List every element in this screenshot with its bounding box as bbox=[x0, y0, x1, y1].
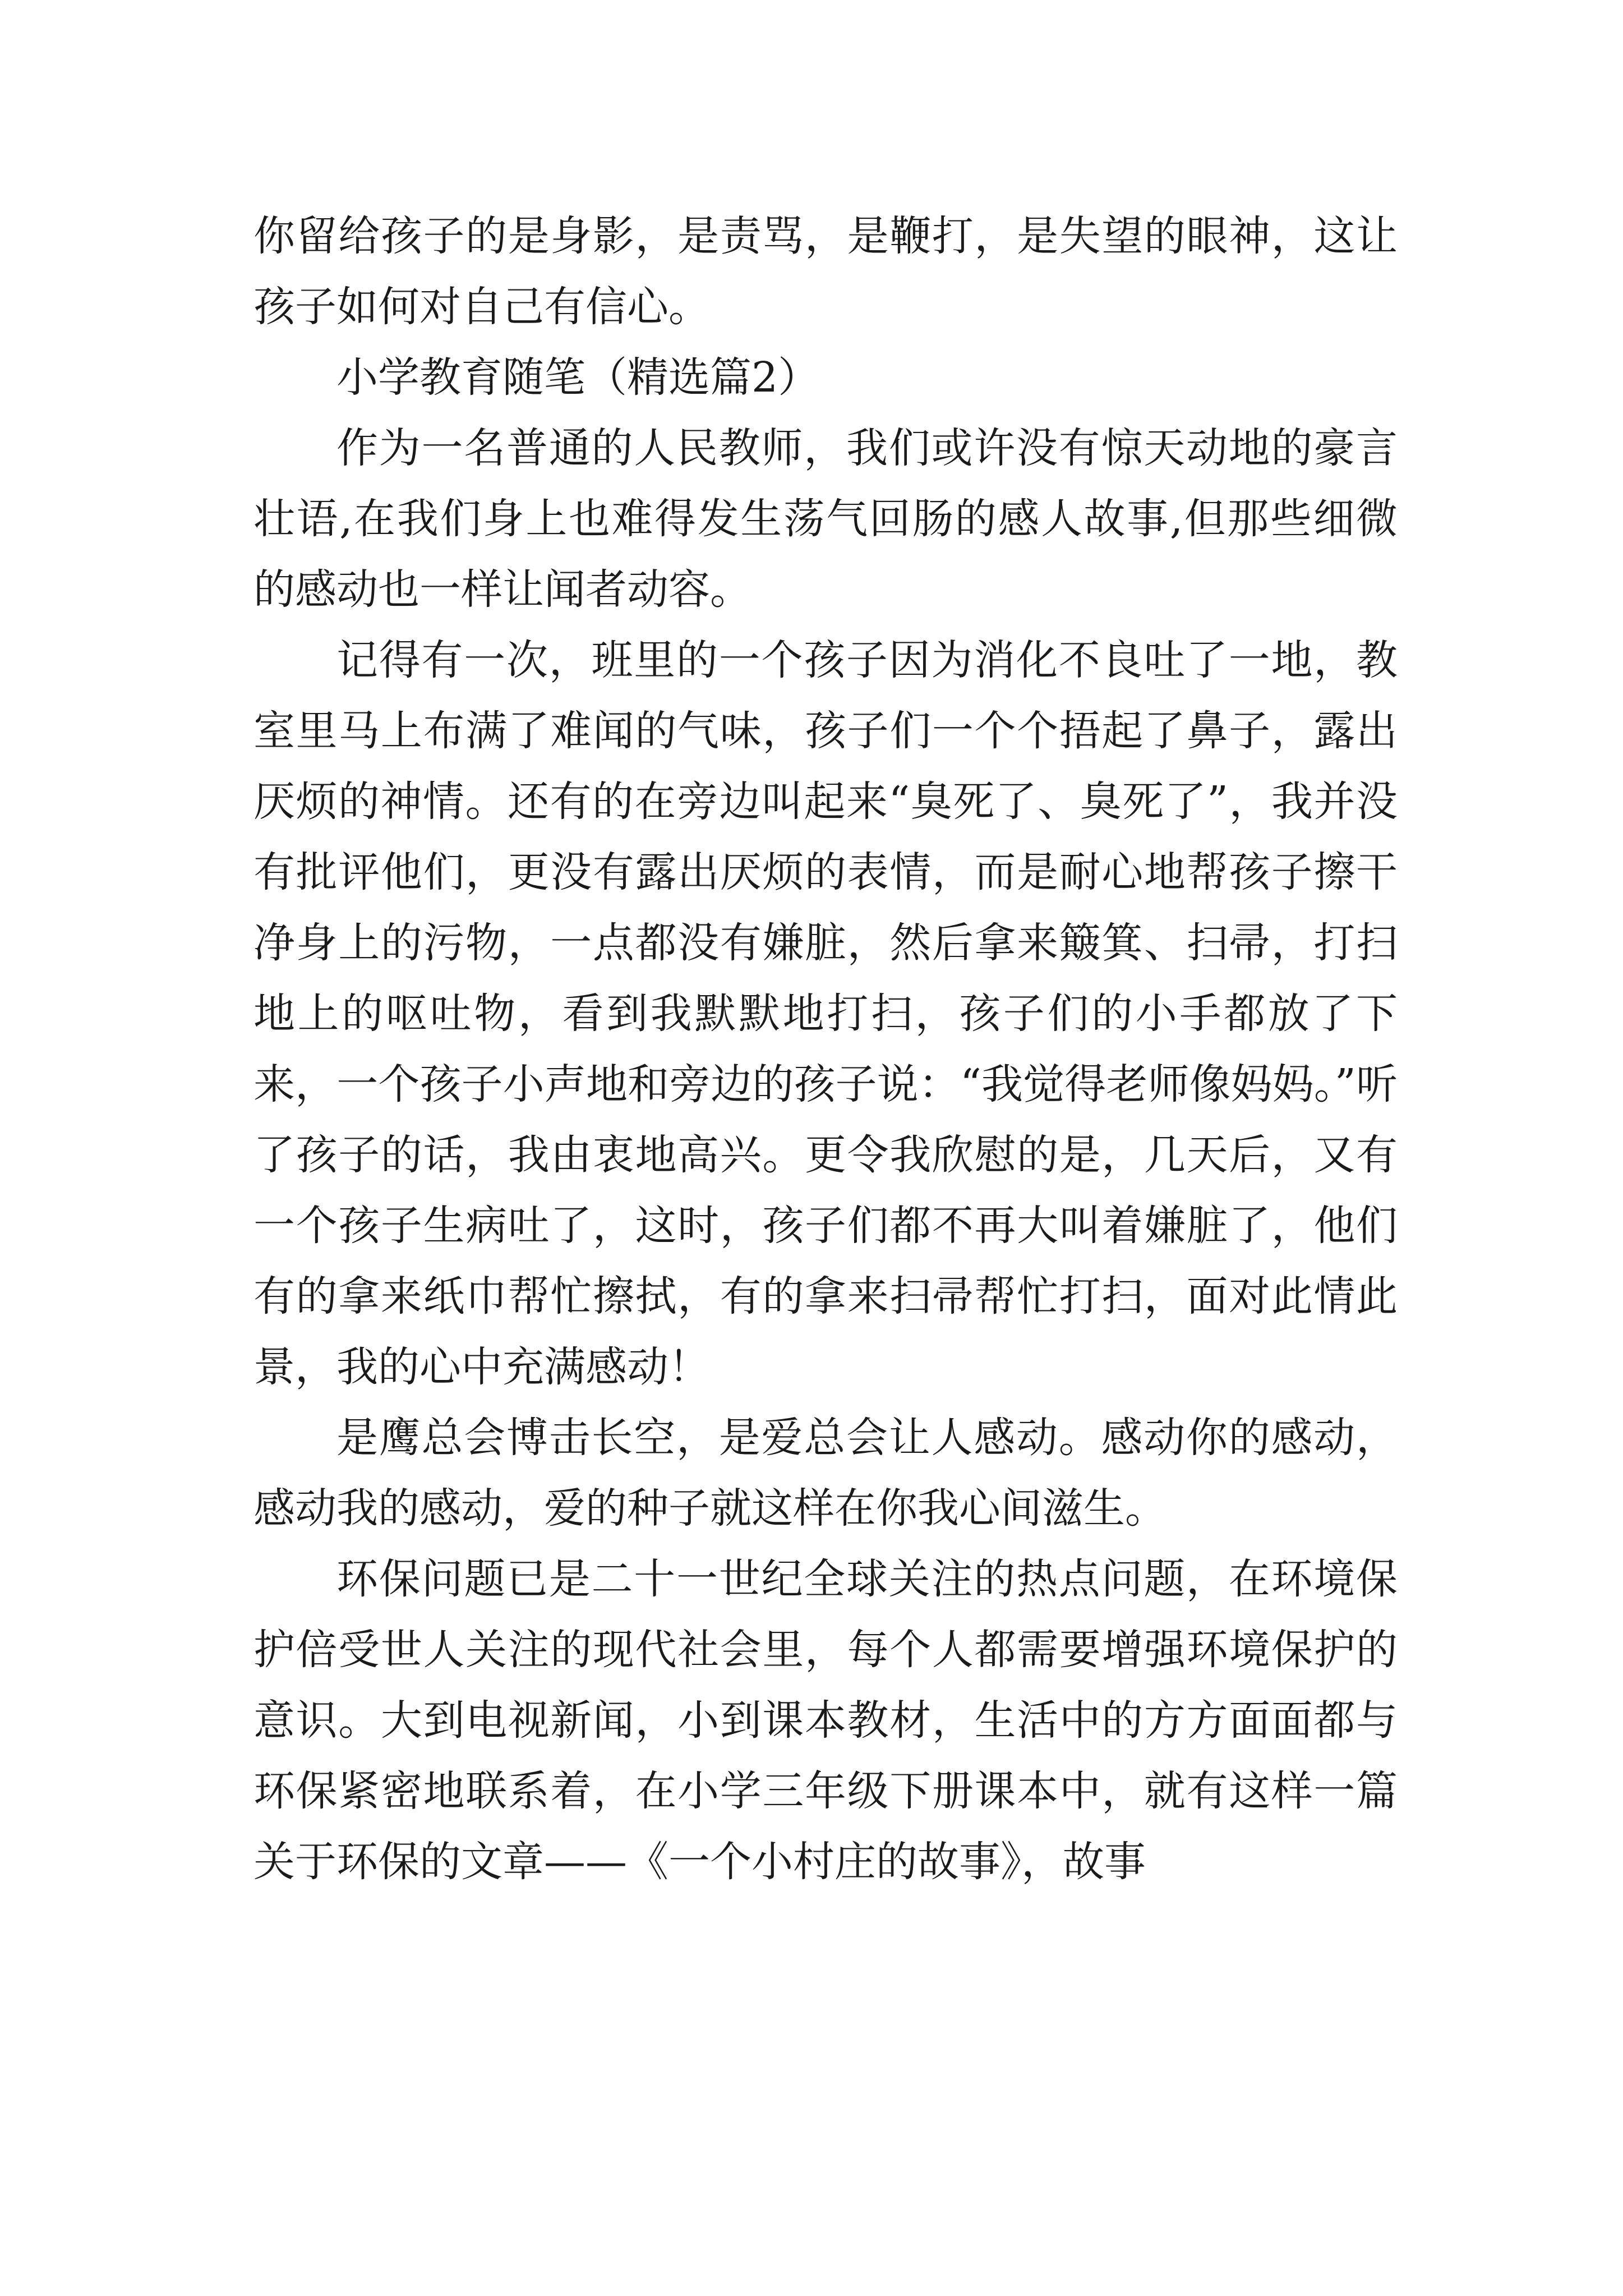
paragraph: 环保问题已是二十一世纪全球关注的热点问题，在环境保护倍受世人关注的现代社会里，每个人都需要增强环境保护的意识。大到电视新闻，小到课本教材，生活中的方方面面都与环保紧密地联系着，在小学三年级下册课本中，就有这样一篇关于环保的文章——《一个小村庄的故事》，故事 bbox=[253, 1555, 1398, 1886]
paragraph: 记得有一次，班里的一个孩子因为消化不良吐了一地，教室里马上布满了难闻的气味，孩子们一个个捂起了鼻子，露出厌烦的神情。还有的在旁边叫起来“臭死了、臭死了”，我并没有批评他们，更没有露出厌烦的表情，而是耐心地帮孩子擦干净身上的污物，一点都没有嫌脏，然后拿来簸箕、扫帚，打扫地上的呕吐物，看到我默默地打扫，孩子们的小手都放了下来，一个孩子小声地和旁边的孩子说：“我觉得老师像妈妈。”听了孩子的话，我由衷地高兴。更令我欣慰的是，几天后，又有一个孩子生病吐了，这时，孩子们都不再大叫着嫌脏了，他们有的拿来纸巾帮忙擦拭，有的拿来扫帚帮忙打扫，面对此情此景，我的心中充满感动！ bbox=[253, 636, 1398, 1391]
paragraph: 是鹰总会博击长空，是爱总会让人感动。感动你的感动，感动我的感动，爱的种子就这样在你我心间滋生。 bbox=[253, 1414, 1398, 1533]
paragraph: 作为一名普通的人民教师，我们或许没有惊天动地的豪言壮语,在我们身上也难得发生荡气回肠的感人故事,但那些细微的感动也一样让闻者动容。 bbox=[253, 424, 1398, 614]
paragraph: 你留给孩子的是身影，是责骂，是鞭打，是失望的眼神，这让孩子如何对自己有信心。 bbox=[253, 212, 1398, 331]
document-body bbox=[253, 201, 1398, 1897]
section-heading: 小学教育随笔（精选篇2） bbox=[336, 353, 820, 402]
